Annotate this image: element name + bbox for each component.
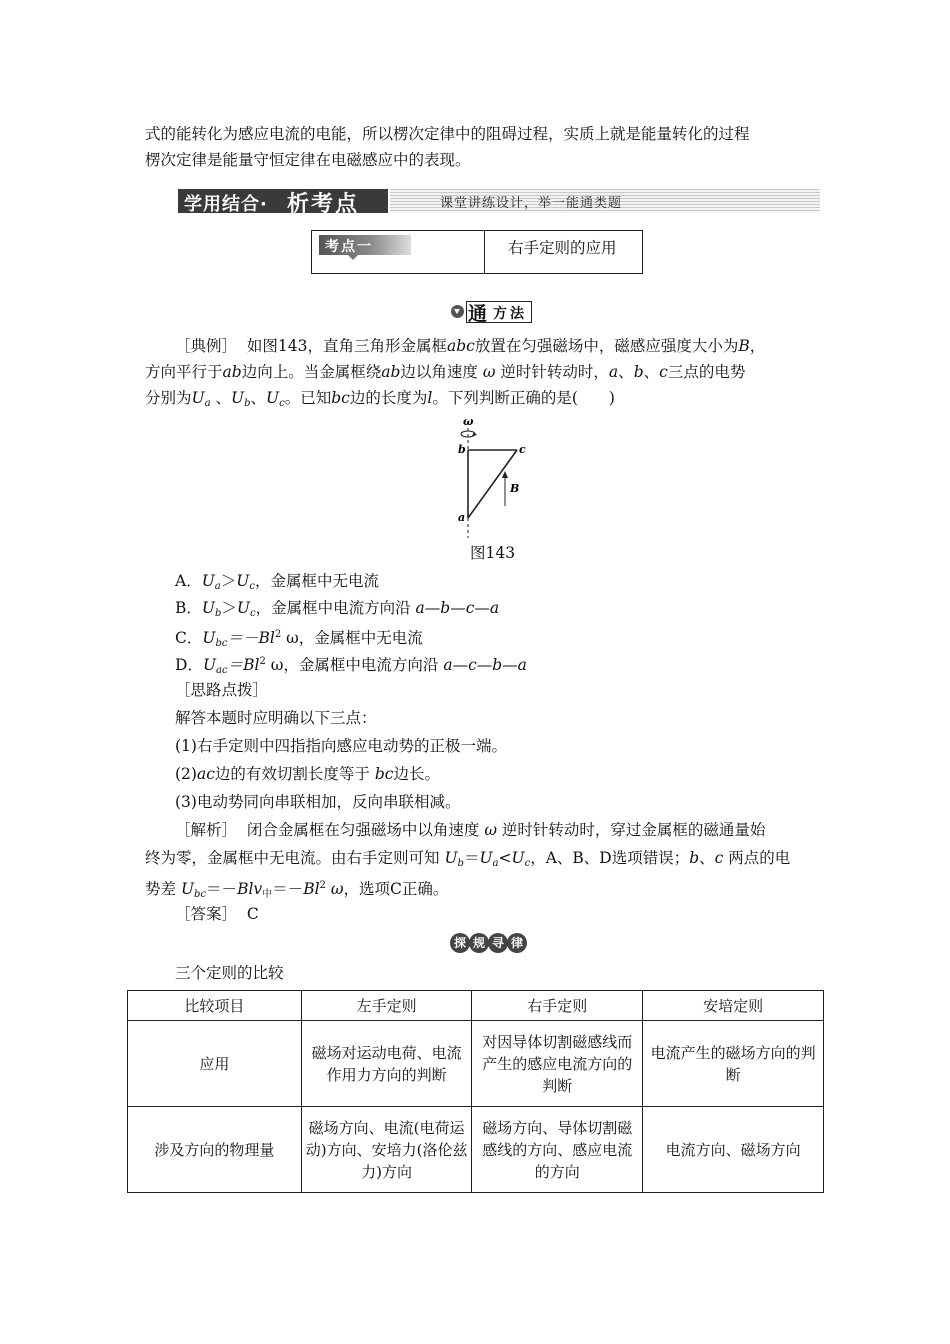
intro-line-1: 式的能转化为感应电流的电能，所以楞次定律中的阻碍过程，实质上就是能量转化的过程 (145, 125, 750, 143)
var-a: a (608, 363, 619, 381)
example-text: 如图143，直角三角形金属框 (246, 337, 447, 355)
tongfangfa-big: 通 (468, 303, 488, 325)
table-header-row (128, 991, 824, 1021)
table-header-cell: 右手定则 (472, 991, 643, 1021)
example-text: 放置在匀强磁场中，磁感应强度大小为 (474, 337, 739, 355)
var-bc: bc (331, 389, 350, 407)
var-U: U (191, 389, 205, 407)
example-text: 分别为 (145, 389, 192, 407)
option-d-prefix: D． (175, 656, 203, 674)
figure-caption: 图143 (470, 544, 516, 562)
option-b-path: a—b—c—a (415, 599, 500, 617)
example-text: 边向上。当金属框绕 (241, 363, 382, 381)
field-arrowhead (502, 471, 508, 478)
silu-p2-end: 边长。 (393, 765, 440, 783)
kaodian-title: 右手定则的应用 (508, 239, 617, 257)
option-d-eq: ＝Bl (227, 656, 260, 674)
silu-p2-num: (2) (175, 765, 197, 783)
fig-label-b: b (458, 443, 466, 456)
table-caption: 三个定则的比较 (175, 964, 284, 982)
jiexi-line-1: ［解析］ 闭合金属框在匀强磁场中以角速度 ω 逆时针转动时，穿过金属框的磁通量始 (175, 821, 766, 839)
table-cell: 电流产生的磁场方向的判断 (643, 1021, 824, 1107)
option-a-text: ，金属框中无电流 (254, 572, 379, 590)
option-c-eq: ＝－Bl (227, 629, 275, 647)
example-text: 已知 (300, 389, 332, 407)
kaodian-divider (484, 231, 485, 273)
answer (175, 904, 259, 924)
answer-value: C (246, 905, 259, 923)
table-cell: 应用 (128, 1021, 302, 1107)
var-l: l (427, 389, 433, 407)
table-cell: 涉及方向的物理量 (128, 1107, 302, 1193)
fig-label-omega: ω (463, 415, 474, 428)
jiexi-text: ，A、B、D选项错误； (530, 849, 690, 867)
jiexi-text: 逆时针转动时，穿过金属框的磁通量始 (501, 821, 766, 839)
var-ab: ab (381, 363, 401, 381)
option-b-text: ，金属框中电流方向沿 (255, 599, 411, 617)
silu-tag: ［思路点拨］ (175, 681, 269, 699)
banner-subtitle: 课堂讲练设计，举一能通类题 (440, 196, 623, 211)
kaodian-box (311, 230, 643, 274)
rotation-arrowhead (472, 432, 477, 436)
tanguixunlv-char: 寻 (488, 933, 508, 953)
example-line-1: ［典例］ 如图143，直角三角形金属框abc放置在匀强磁场中，磁感应强度大小为B， (175, 337, 766, 355)
option-d-text: ω，金属框中电流方向沿 (270, 656, 439, 674)
jiexi-text: ，选项C正确。 (343, 880, 449, 898)
answer-tag: ［答案］ (175, 905, 238, 923)
fig-label-a: a (458, 511, 466, 524)
example-tag: ［典例］ (175, 337, 238, 355)
silu-point-1: (1)右手定则中四指指向感应电动势的正极一端。 (175, 737, 507, 755)
option-b: B．$U_b>U_c$，金属框中电流方向沿 a—b—c—a (175, 599, 500, 619)
var-ab: ab (222, 363, 242, 381)
example-text: 。下列判断正确的是( ) (432, 389, 615, 407)
option-c-text: ω，金属框中无电流 (286, 629, 423, 647)
tanguixunlv-badge (450, 933, 530, 955)
jiexi-text: 两点的电 (728, 849, 791, 867)
jiexi-line-2: 终为零，金属框中无电流。由右手定则可知 $U_b=U_a<U_c$，A、B、D选项错误；b、c 两点的电 (145, 849, 791, 869)
tongfangfa-box (466, 301, 532, 323)
table-cell: 磁场方向、导体切割磁感线的方向、感应电流的方向 (472, 1107, 643, 1193)
jiexi-line-3: 势差 $U_{bc}=-Blv_中=-Bl^2$ ω，选项C正确。 (145, 880, 449, 900)
table-cell: 磁场对运动电荷、电流作用力方向的判断 (301, 1021, 472, 1107)
option-c: C．$U_{bc}=-Bl^2$ ω，金属框中无电流 (175, 629, 423, 649)
example-text: 边的长度为 (349, 389, 428, 407)
kaodian-label (319, 235, 411, 255)
table-cell: 对因导体切割磁感线而产生的感应电流方向的判断 (472, 1021, 643, 1107)
tanguixunlv-char: 规 (469, 933, 489, 953)
jiexi-text: 闭合金属框在匀强磁场中以角速度 (246, 821, 480, 839)
table-header-cell: 左手定则 (301, 991, 472, 1021)
example-text: 逆时针转动时， (500, 363, 609, 381)
banner-title-block (178, 189, 388, 217)
var-abc: abc (446, 337, 475, 355)
var-B: B (738, 337, 750, 355)
down-arrow-circle-icon (451, 305, 464, 318)
chevron-down-icon (348, 255, 358, 260)
var-U: U (231, 389, 245, 407)
var-ac: ac (196, 765, 215, 783)
example-text: 边以角速度 (400, 363, 478, 381)
intro-line-2: 楞次定律是能量守恒定律在电磁感应中的表现。 (145, 151, 471, 169)
example-line-2: 方向平行于ab边向上。当金属框绕ab边以角速度 ω 逆时针转动时，a、b、c三点的电势 (145, 363, 746, 381)
silu-point-2 (175, 764, 440, 784)
option-c-prefix: C． (175, 629, 203, 647)
silu-p2-text: 边的有效切割长度等于 (214, 765, 370, 783)
example-text: 三点的电势 (667, 363, 746, 381)
var-bc: bc (374, 765, 394, 783)
section-banner (178, 187, 820, 215)
jiexi-tag: ［解析］ (175, 821, 238, 839)
example-text: 方向平行于 (145, 363, 223, 381)
option-d-path: a—c—b—a (443, 656, 527, 674)
table-row (128, 1021, 824, 1107)
silu-point-3: (3)电动势同向串联相加，反向串联相减。 (175, 793, 461, 811)
tanguixunlv-char: 探 (450, 933, 470, 953)
jiexi-text: 终为零，金属框中无电流。由右手定则可知 (145, 849, 440, 867)
banner-title-b: 析考点 (287, 192, 360, 217)
option-b-prefix: B． (175, 599, 202, 617)
var-b: b (633, 363, 644, 381)
example-line-3: 分别为$U_a$ 、$U_b$、$U_c$。已知bc边的长度为l。下列判断正确的是( ) (145, 389, 615, 409)
table-cell: 电流方向、磁场方向 (643, 1107, 824, 1193)
tanguixunlv-char: 律 (507, 933, 527, 953)
comparison-table (127, 990, 824, 1193)
table-header-cell: 安培定则 (643, 991, 824, 1021)
fig-label-c: c (519, 443, 526, 456)
var-U: U (266, 389, 280, 407)
var-omega: ω (482, 363, 496, 381)
banner-title-a: 学用结合· (184, 194, 268, 215)
jiexi-text: 势差 (145, 880, 177, 898)
table-header-cell: 比较项目 (128, 991, 302, 1021)
var-c: c (659, 363, 668, 381)
silu-intro: 解答本题时应明确以下三点： (175, 709, 377, 727)
option-d: D．$U_{ac}=Bl^2$ ω，金属框中电流方向沿 a—c—b—a (175, 656, 527, 676)
table-row (128, 1107, 824, 1193)
option-a-prefix: A． (175, 572, 202, 590)
option-a: A．$U_a>U_c$，金属框中无电流 (175, 572, 379, 592)
figure-143 (450, 414, 540, 540)
table-cell: 磁场方向、电流(电荷运动)方向、安培力(洛伦兹力)方向 (301, 1107, 472, 1193)
tongfangfa-small: 方法 (493, 306, 527, 322)
kaodian-label-text: 考点一 (325, 239, 373, 255)
fig-label-B: B (510, 482, 520, 495)
